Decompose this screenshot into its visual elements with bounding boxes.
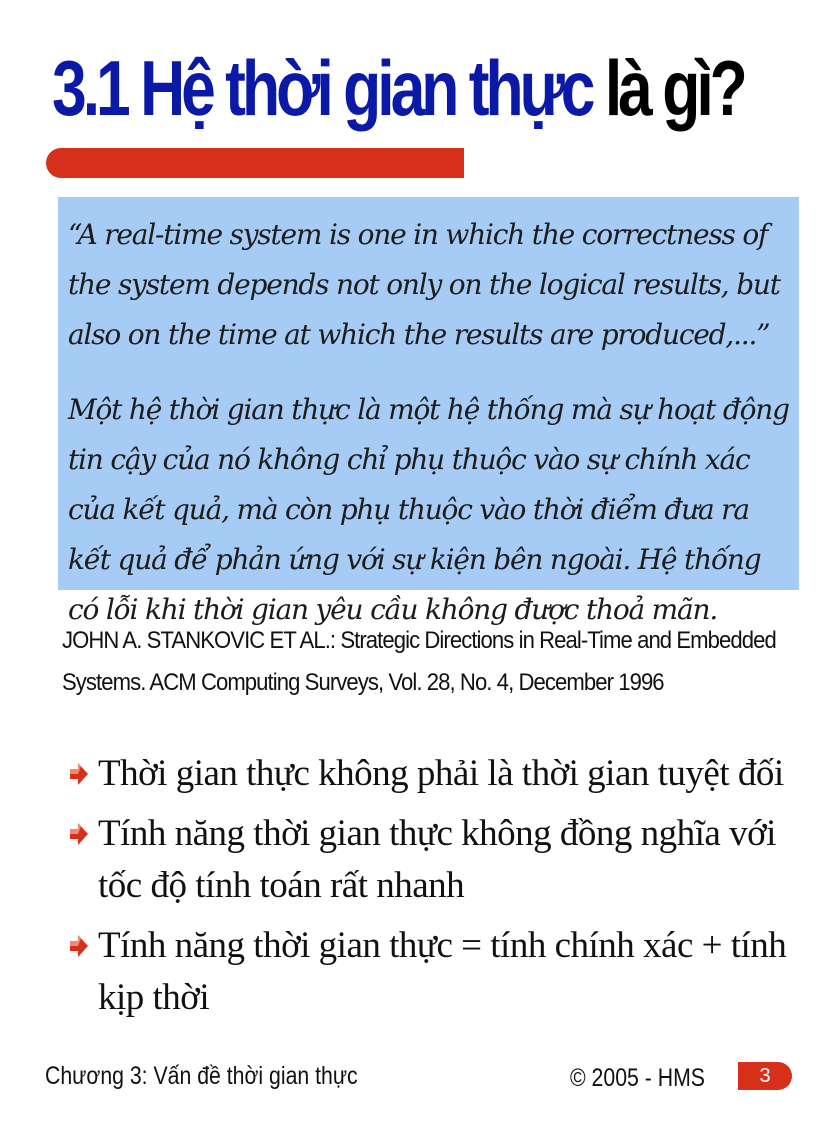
bullet-text: Thời gian thực không phải là thời gian tuyệt đối (98, 753, 784, 794)
bullet-text: Tính năng thời gian thực không đồng nghĩa với tốc độ tính toán rất nhanh (98, 813, 776, 906)
red-arrow-bullet-icon (66, 933, 90, 959)
quote-english: “A real-time system is one in which the correctness of the system depends not only on the logical results, but also on the time at which the results are produced,...” (68, 218, 780, 351)
bullet-item (66, 920, 796, 1024)
red-arrow-bullet-icon (66, 821, 90, 847)
red-arrow-bullet-icon (66, 761, 90, 787)
slide-title (52, 40, 744, 136)
footer-chapter: Chương 3: Vấn đề thời gian thực (45, 1062, 358, 1090)
quote-vietnamese: Một hệ thời gian thực là một hệ thống mà sự hoạt động tin cậy của nó không chỉ phụ thuộc vào sự chính xác của kết quả, mà còn phụ thuộc vào thời điểm đưa ra kết quả để phản ứng với sự kiện bên ngoài. Hệ thống có lỗi khi thời gian yêu cầu không được thoả mãn. (68, 393, 789, 626)
citation-line-2: Systems. ACM Computing Surveys, Vol. 28, No. 4, December 1996 (62, 669, 664, 696)
bullet-list (66, 748, 796, 1032)
citation-line-1: JOHN A. STANKOVIC ET AL.: Strategic Directions in Real-Time and Embedded (62, 627, 776, 654)
bullet-item (66, 808, 796, 912)
title-underline-bar (46, 148, 464, 178)
bullet-item (66, 748, 796, 800)
title-rest: là gì? (604, 44, 744, 132)
page-number: 3 (738, 1062, 792, 1090)
bullet-text: Tính năng thời gian thực = tính chính xác + tính kịp thời (98, 925, 787, 1018)
quote-box (58, 197, 799, 626)
title-highlight: 3.1 Hệ thời gian thực (52, 44, 592, 132)
footer-copyright: © 2005 - HMS (570, 1064, 705, 1092)
citation (62, 620, 776, 704)
